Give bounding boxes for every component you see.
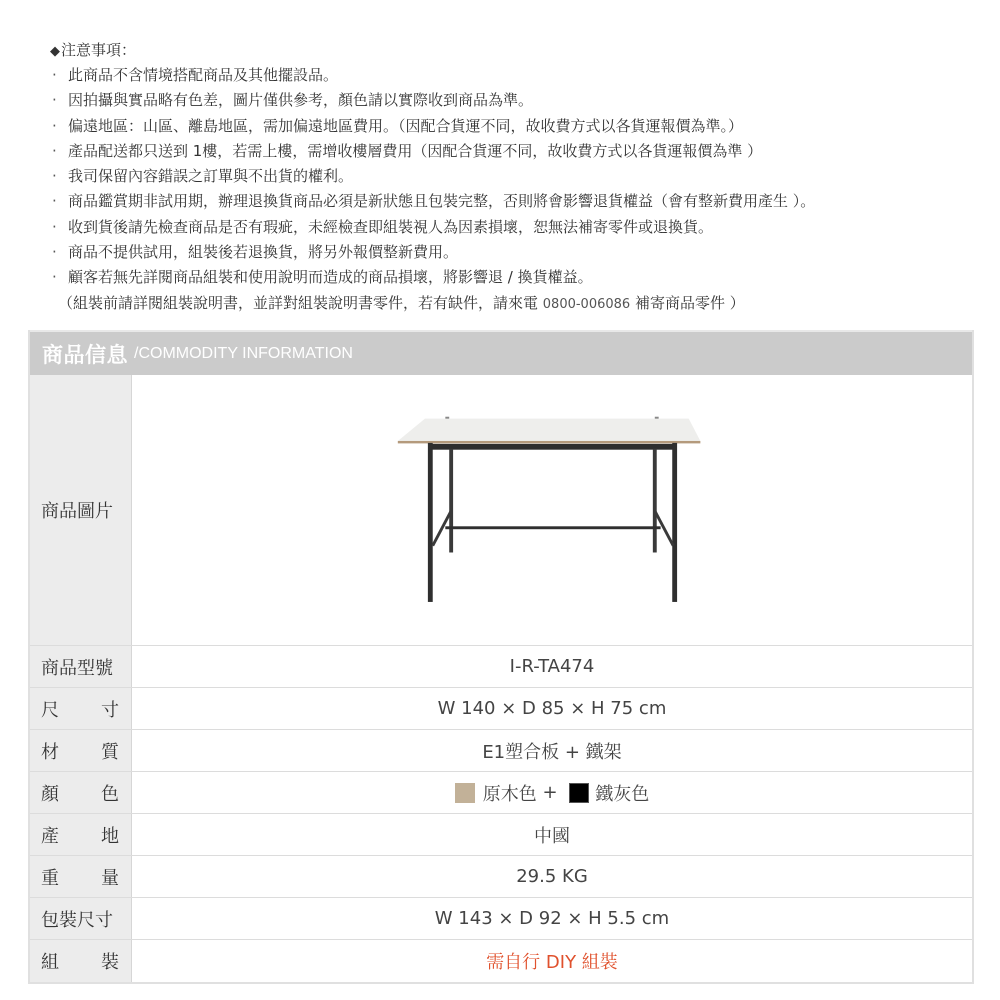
notice-item: · 我司保留內容錯誤之訂單與不出貨的權利。	[50, 164, 990, 189]
notice-item: · 商品鑑賞期非試用期，辦理退換貨商品必須是新狀態且包裝完整，否則將會影響退貨權益（會有整新費用產生 ）。	[50, 189, 990, 214]
spec-label: 重 量	[30, 856, 132, 897]
product-image	[392, 399, 712, 609]
spec-label: 顏 色	[30, 772, 132, 813]
bullet-icon: ·	[52, 141, 57, 160]
spec-value	[132, 375, 972, 645]
wood-color-swatch	[455, 783, 475, 803]
notice-item: · 因拍攝與實品略有色差，圖片僅供參考，顏色請以實際收到商品為準。	[50, 88, 990, 113]
commodity-info-header	[30, 330, 972, 375]
spec-value: W 140 × D 85 × H 75 cm	[437, 698, 667, 719]
diamond-icon: ◆	[50, 44, 60, 59]
bullet-icon: ·	[52, 66, 57, 84]
spec-value-assembly: 需自行 DIY 組裝	[486, 952, 618, 973]
iron-gray-color-swatch	[569, 783, 589, 803]
spec-label: 尺 寸	[30, 688, 132, 729]
phone-number: 0800-006086	[542, 296, 631, 312]
spec-label: 材 質	[30, 730, 132, 771]
header-title-en: /COMMODITY INFORMATION	[134, 344, 353, 362]
bullet-icon: ·	[52, 167, 57, 186]
notice-item: · 商品不提供試用，組裝後若退換貨，將另外報價整新費用。	[50, 240, 990, 265]
spec-value: 原木色 + 鐵灰色	[132, 772, 972, 813]
notice-item: · 收到貨後請先檢查商品是否有瑕疵，未經檢查即組裝視人為因素損壞，恕無法補寄零件或退換貨。	[50, 215, 990, 240]
assembly-note: （組裝前請詳閱組裝說明書，並詳對組裝說明書零件，若有缺件，請來電 0800-006086 補寄商品零件 ）	[58, 293, 745, 312]
notice-item: · 此商品不含情境搭配商品及其他擺設品。	[50, 63, 990, 88]
spec-label: 商品圖片	[30, 375, 132, 645]
bullet-icon: ·	[52, 116, 57, 135]
spec-value: 29.5 KG	[516, 866, 588, 887]
header-title-zh: 商品信息	[42, 342, 128, 367]
spec-value: E1塑合板 + 鐵架	[482, 741, 622, 763]
notice-item: · 產品配送都只送到 1樓，若需上樓，需增收樓層費用（因配合貨運不同，故收費方式以各貨運報價為準 ）	[50, 139, 990, 164]
spec-label: 商品型號	[30, 646, 132, 687]
notice-item: · 顧客若無先詳閱商品組裝和使用說明而造成的商品損壞，將影響退 / 換貨權益。	[50, 265, 990, 290]
spec-row-weight	[30, 856, 972, 898]
commodity-info-table	[28, 330, 974, 984]
bullet-icon: ·	[52, 192, 57, 211]
spec-row-color	[30, 772, 972, 814]
spec-row-origin	[30, 814, 972, 856]
spec-row-image	[30, 375, 972, 646]
spec-row-model	[30, 646, 972, 688]
spec-row-package-size	[30, 898, 972, 940]
spec-label: 組 裝	[30, 940, 132, 982]
bullet-icon: ·	[52, 268, 57, 287]
spec-row-size	[30, 688, 972, 730]
notice-item: · 偏遠地區：山區、離島地區，需加偏遠地區費用。（因配合貨運不同，故收費方式以各貨運報價為準。）	[50, 114, 990, 139]
spec-value: I-R-TA474	[509, 656, 595, 677]
spec-value: W 143 × D 92 × H 5.5 cm	[434, 908, 670, 929]
notice-section	[50, 38, 990, 316]
bullet-icon: ·	[52, 217, 57, 236]
spec-value: 中國	[534, 825, 570, 847]
spec-label: 產 地	[30, 814, 132, 855]
bullet-icon: ·	[52, 91, 57, 110]
bullet-icon: ·	[52, 243, 57, 262]
spec-row-assembly	[30, 940, 972, 982]
notice-title: ◆注意事項：	[50, 41, 137, 59]
spec-label: 包裝尺寸	[30, 898, 132, 939]
spec-row-material	[30, 730, 972, 772]
